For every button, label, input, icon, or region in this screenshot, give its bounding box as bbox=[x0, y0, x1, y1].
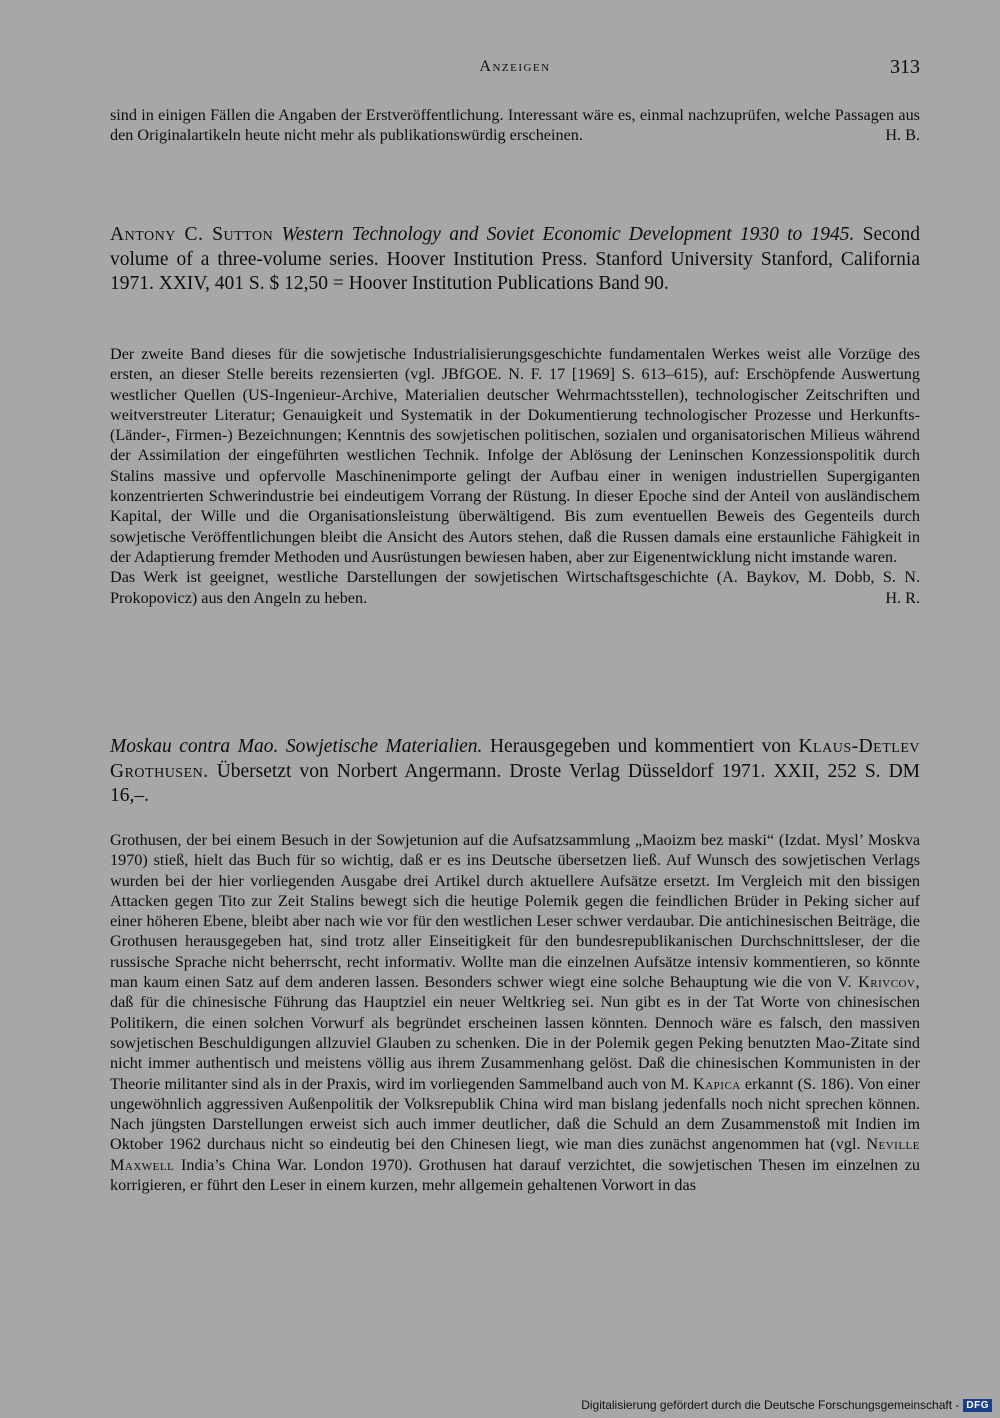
dfg-logo: DFG bbox=[963, 1399, 992, 1412]
reviewer-initials: H. B. bbox=[885, 126, 920, 145]
bibliographic-details: Herausgegeben und kommentiert von bbox=[489, 736, 791, 757]
previous-review-text: sind in einigen Fällen die Angaben der Erstveröffentlichung. Interessant wäre es, einmal nachzuprüfen, welche Passagen aus den Originalartikeln heute nicht mehr als publikationswürdig erscheinen. bbox=[110, 106, 920, 145]
bibliographic-details: Übersetzt von Norbert Angermann. Droste Verlag Düsseldorf 1971. XXII, 252 S. DM 16,–. bbox=[110, 760, 920, 806]
running-title: Anzeigen bbox=[479, 58, 551, 75]
running-head bbox=[110, 58, 920, 84]
author-name: Antony C. Sutton bbox=[110, 224, 274, 245]
review-heading-mao bbox=[110, 735, 920, 809]
previous-review-ending bbox=[110, 105, 920, 146]
review-paragraph: Der zweite Band dieses für die sowjetische Industrialisierungsgeschichte fundamentalen Werkes weist alle Vorzüge des ersten, an dieser Stelle bereits rezensierten (vgl. JBfGOE. N. F. 17 [1969] S. 613–615), auf: Erschöpfende Auswertung westlicher Quellen (US-Ingenieur-Archive, Materialien deutscher Wehrmachtsstellen), technologischer Zeitschriften und weitverstreuter Literatur; Genauigkeit und Systematik in der Dokumentierung technologischer Prozesse und Herkunfts- (Länder-, Firmen-) Bezeichnungen; Kenntnis des sowjetischen politischen, sozialen und organisatorischen Milieus während der Assimilation der eingeführten westlichen Technik. Infolge der Ablösung der Leninschen Konzessionspolitik durch Stalins massive und opfervolle Maschinenimporte gelingt der Aufbau einer in wenigen industriellen Supergiganten konzentrierten Schwerindustrie bei eindeutigem Vorrang der Rüstung. In dieser Epoche sind der Anteil von ausländischem Kapital, der Wille und die Organisationsleistung überwältigend. Bis zum eventuellen Beweis des Gegenteils durch sowjetische Veröffentlichungen bleibt die Ansicht des Autors stehen, daß die Russen damals eine erstaunliche Fähigkeit in der Adaptierung fremder Methoden und Ausrüstungen bewiesen haben, aber zur Eigenentwicklung nicht imstande waren. bbox=[110, 345, 920, 566]
cited-author: Kapica bbox=[693, 1074, 741, 1093]
reviewer-initials: H. R. bbox=[885, 588, 920, 607]
digitization-footer bbox=[581, 1398, 992, 1412]
review-paragraph: Grothusen, der bei einem Besuch in der Sowjetunion auf die Aufsatzsammlung „Maoizm bez maski“ (Izdat. Mysl’ Moskva 1970) stieß, hielt das Buch für so wichtig, daß er es ins Deutsche übersetzen ließ. Auf Wunsch des sowjetischen Verlags wurden bei der hier vorliegenden Ausgabe drei Artikel durch aktuellere Aufsätze ersetzt. Im Vergleich mit den bissigen Attacken gegen Tito zur Zeit Stalins bewegt sich die heutige Polemik gegen die feindlichen Brüder in Peking sicher auf einer höheren Ebene, bleibt aber nach wie vor für den westlichen Leser schwer verdaubar. Die antichinesischen Beiträge, die Grothusen herausgegeben hat, sind trotz aller Einseitigkeit für den bundesrepublikanischen Durchschnittsleser, der die russische Sprache nicht beherrscht, recht informativ. Wollte man die einzelnen Aufsätze intensiv kommentieren, so könnte man kaum einen Satz auf dem anderen lassen. Besonders schwer wiegt eine solche Behauptung wie die von V. Krivcov, daß für die chinesische Führung das Hauptziel ein neuer Weltkrieg sei. Nun gibt es in der Tat Worte von chinesischen Politikern, die einen solchen Vorwurf als begründet erscheinen lassen könnten. Dennoch wäre es falsch, den massiven sowjetischen Beschuldigungen allzuviel Glauben zu schenken. Die in der Polemik gegen Peking benutzten Mao-Zitate sind nicht immer authentisch und meistens völlig aus ihrem Zusammenhang gelöst. Daß die chinesischen Kommunisten in der Theorie militanter sind als in der Praxis, wird im vorliegenden Sammelband auch von M. Kapica erkannt (S. 186). Von einer ungewöhnlich aggressiven Außenpolitik der Volksrepublik China wird man bislang jedenfalls noch nicht sprechen können. Nach jüngsten Darstellungen erweist sich auch immer deutlicher, daß die Schuld an dem Zusammenstoß mit Indien im Oktober 1962 durchaus nicht so eindeutig bei den Chinesen liegt, wie man dies zunächst angenommen hat (vgl. Neville Maxwell India’s China War. London 1970). Grothusen hat darauf verzichtet, die sowjetischen Thesen im einzelnen zu korrigieren, er führt den Leser in einem kurzen, mehr allgemein gehaltenen Vorwort in das bbox=[110, 831, 920, 1195]
funding-credit: Digitalisierung gefördert durch die Deutsche Forschungsgemeinschaft - bbox=[581, 1398, 960, 1412]
review-body-mao bbox=[110, 830, 920, 1195]
editor-name: Klaus-Detlev Grothusen. bbox=[110, 736, 921, 782]
book-title: Western Technology and Soviet Economic Development 1930 to 1945. bbox=[281, 224, 855, 245]
page-number: 313 bbox=[890, 56, 920, 78]
review-heading-sutton bbox=[110, 223, 920, 297]
cited-author: Neville Maxwell bbox=[110, 1135, 920, 1174]
review-closing-sentence: Das Werk ist geeignet, westliche Darstellungen der sowjetischen Wirtschaftsgeschichte (A. Baykov, M. Dobb, S. N. Prokopovicz) aus den Angeln zu heben. bbox=[110, 568, 920, 607]
bibliographic-details: Second volume of a three-volume series. Hoover Institution Press. Stanford University Stanford, California 1971. XXIV, 401 S. $ 12,50 = Hoover Institution Publications Band 90. bbox=[110, 224, 921, 294]
book-title: Moskau contra Mao. Sowjetische Materialien. bbox=[110, 736, 483, 757]
review-body-sutton bbox=[110, 344, 920, 608]
cited-author: V. Krivcov, bbox=[837, 973, 920, 992]
